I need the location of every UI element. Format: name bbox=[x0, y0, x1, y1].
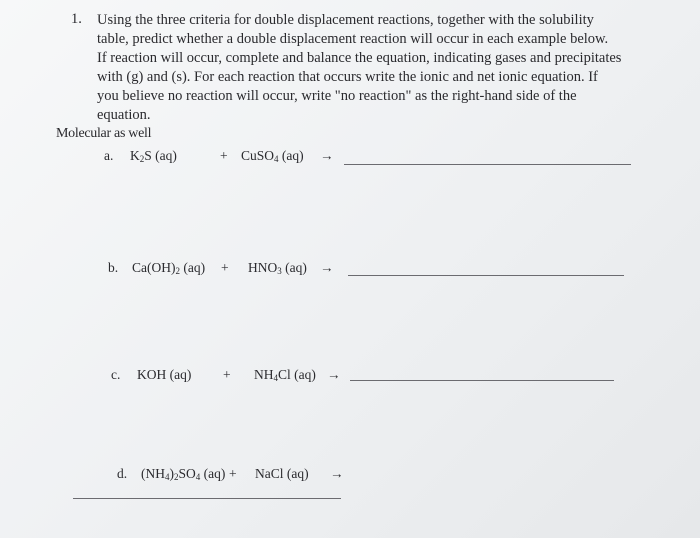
question-instructions bbox=[97, 11, 657, 125]
reaction-arrow-icon: → bbox=[327, 367, 341, 382]
instruction-line: table, predict whether a double displacement reaction will occur in each example below. bbox=[97, 31, 609, 47]
plus-sign: + bbox=[223, 367, 231, 382]
question-number: 1. bbox=[71, 11, 82, 27]
instruction-line: Using the three criteria for double displacement reactions, together with the solubility bbox=[97, 12, 594, 28]
reactant-1: KOH (aq) bbox=[137, 367, 192, 382]
reactant-2: NaCl (aq) bbox=[255, 466, 309, 481]
reaction-arrow-icon: → bbox=[320, 148, 334, 163]
instruction-line: equation. bbox=[97, 107, 151, 123]
reactant-1: $K_2S$ (aq) bbox=[130, 148, 177, 164]
reactant-2: CuSO$_4$ (aq) bbox=[241, 148, 304, 164]
instruction-line: with (g) and (s). For each reaction that occurs write the ionic and net ionic equation. If bbox=[97, 69, 598, 85]
reaction-label: d. bbox=[117, 466, 128, 481]
answer-blank-d[interactable] bbox=[73, 498, 341, 499]
reactant-2: $HNO_3$ (aq) bbox=[248, 260, 307, 276]
plus-sign: + bbox=[229, 466, 237, 481]
reaction-arrow-icon: → bbox=[320, 260, 334, 275]
plus-sign: + bbox=[220, 148, 228, 163]
reaction-label: c. bbox=[111, 367, 121, 382]
plus-sign: + bbox=[221, 260, 229, 275]
reaction-arrow-icon: → bbox=[330, 466, 344, 481]
reaction-label: b. bbox=[108, 260, 119, 275]
answer-blank-b[interactable] bbox=[348, 275, 624, 276]
handwritten-note: Molecular as well bbox=[56, 126, 152, 141]
answer-blank-a[interactable] bbox=[344, 164, 631, 165]
reactant-1: $(NH_4)_2SO_4$ (aq) bbox=[141, 466, 226, 482]
answer-blank-c[interactable] bbox=[350, 380, 614, 381]
instruction-line: you believe no reaction will occur, write "no reaction" as the right-hand side of the bbox=[97, 88, 577, 104]
reaction-label: a. bbox=[104, 148, 114, 163]
instruction-line: If reaction will occur, complete and balance the equation, indicating gases and precipitates bbox=[97, 50, 622, 66]
reactant-1: $Ca(OH)_2$ (aq) bbox=[132, 260, 206, 276]
reactant-2: $NH_4Cl$ (aq) bbox=[254, 367, 316, 383]
